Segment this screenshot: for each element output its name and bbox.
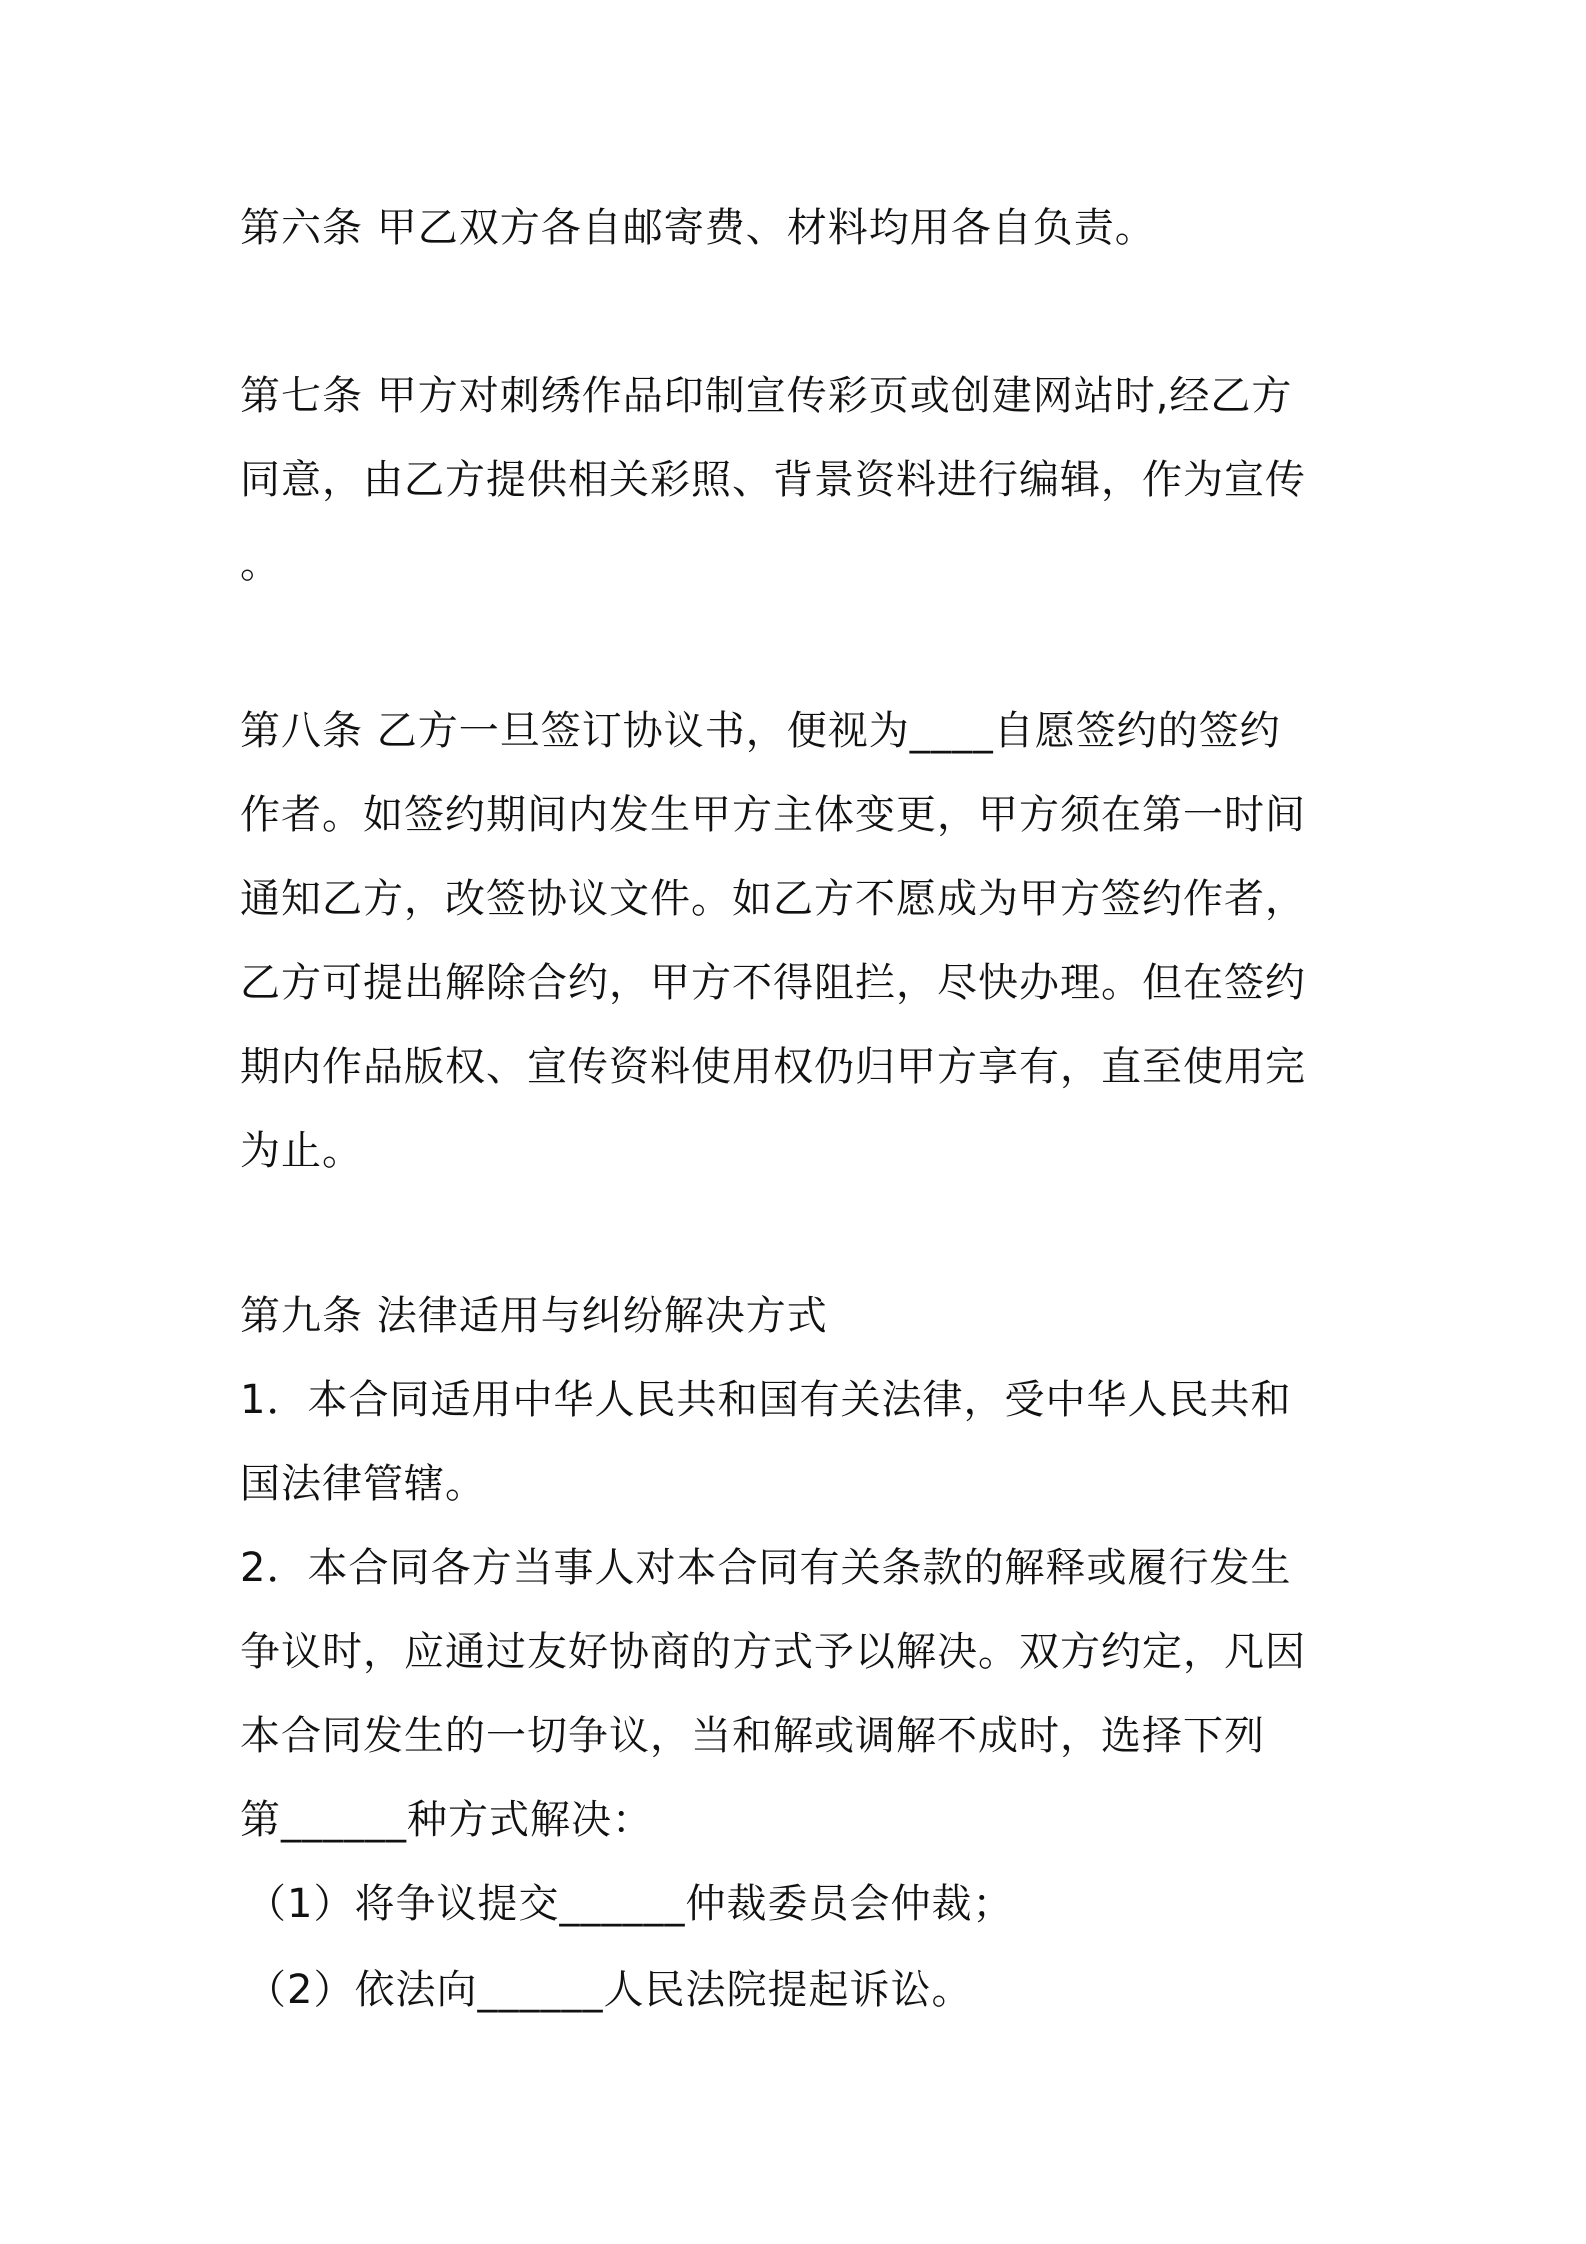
article-9-option-1: （1）将争议提交______仲裁委员会仲裁； <box>246 1881 1014 1927</box>
article-9-clause-2-line-1: 2．本合同各方当事人对本合同有关条款的解释或履行发生 <box>240 1545 1292 1591</box>
article-8-line-5: 期内作品版权、宣传资料使用权仍归甲方享有，直至使用完 <box>240 1044 1306 1090</box>
article-9-clause-1-line-2: 国法律管辖。 <box>240 1461 486 1507</box>
article-6-line-1: 第六条 甲乙双方各自邮寄费、材料均用各自负责。 <box>240 205 1156 251</box>
article-8-line-1: 第八条 乙方一旦签订协议书，便视为____自愿签约的签约 <box>240 708 1281 754</box>
article-8-line-3: 通知乙方，改签协议文件。如乙方不愿成为甲方签约作者， <box>240 876 1306 922</box>
article-9-clause-1-line-1: 1．本合同适用中华人民共和国有关法律，受中华人民共和 <box>240 1377 1292 1423</box>
article-8-line-6: 为止。 <box>240 1128 363 1174</box>
article-9-clause-2-line-3: 本合同发生的一切争议，当和解或调解不成时，选择下列 <box>240 1713 1265 1759</box>
article-9-clause-2-line-2: 争议时，应通过友好协商的方式予以解决。双方约定，凡因 <box>240 1629 1306 1675</box>
article-9-clause-2-line-4: 第______种方式解决： <box>240 1797 653 1843</box>
article-7-line-2: 同意，由乙方提供相关彩照、背景资料进行编辑，作为宣传 <box>240 457 1306 503</box>
article-9-option-2: （2）依法向______人民法院提起诉讼。 <box>246 1967 973 2013</box>
article-7-line-1: 第七条 甲方对刺绣作品印制宣传彩页或创建网站时,经乙方 <box>240 373 1293 419</box>
article-7-line-3: 。 <box>240 541 281 587</box>
article-9-heading: 第九条 法律适用与纠纷解决方式 <box>240 1293 828 1339</box>
article-8-line-4: 乙方可提出解除合约，甲方不得阻拦，尽快办理。但在签约 <box>240 960 1306 1006</box>
article-8-line-2: 作者。如签约期间内发生甲方主体变更，甲方须在第一时间 <box>240 792 1306 838</box>
